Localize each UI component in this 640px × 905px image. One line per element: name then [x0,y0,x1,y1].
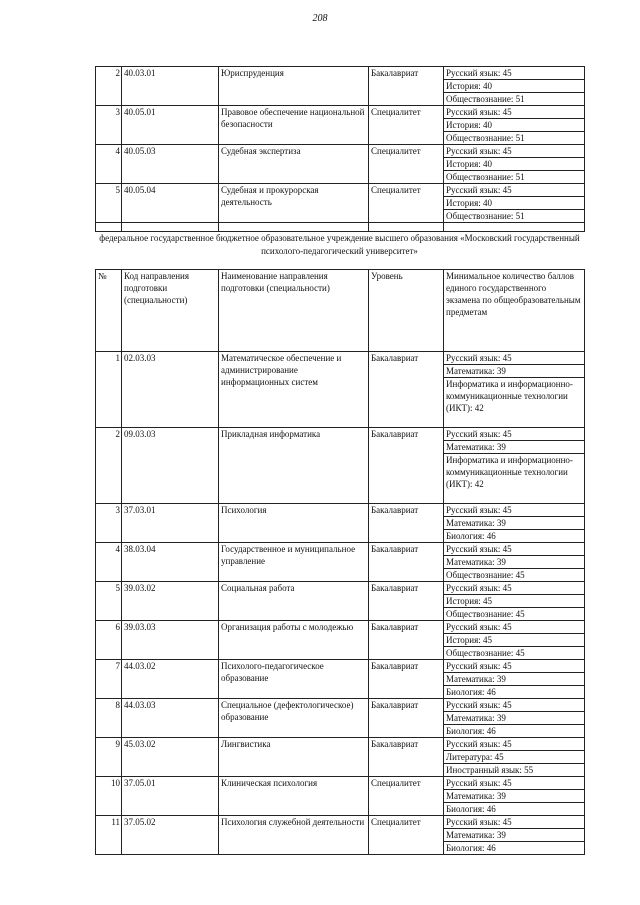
row-score: Русский язык: 45 [444,621,585,634]
row-code: 37.05.01 [122,777,219,816]
row-number: 3 [96,106,122,145]
row-level: Бакалавриат [369,428,444,504]
header-name: Наименование направления подготовки (специальности) [219,270,369,352]
row-number: 4 [96,543,122,582]
row-number: 5 [96,184,122,223]
row-number: 2 [96,428,122,504]
table-row [96,660,585,673]
row-score: Информатика и информационно-коммуникационные технологии (ИКТ): 42 [444,378,585,428]
row-code: 39.03.02 [122,582,219,621]
row-code: 40.03.01 [122,67,219,106]
header-num: № [96,270,122,352]
row-score: Обществознание: 45 [444,569,585,582]
table-row [96,428,585,441]
row-number: 5 [96,582,122,621]
row-score: Информатика и информационно-коммуникационные технологии (ИКТ): 42 [444,454,585,504]
row-score: Обществознание: 51 [444,132,585,145]
row-name: Прикладная информатика [219,428,369,504]
row-score: Русский язык: 45 [444,543,585,556]
row-name: Психолого-педагогическое образование [219,660,369,699]
row-score: Обществознание: 45 [444,608,585,621]
row-score: Русский язык: 45 [444,504,585,517]
organization-title: федеральное государственное бюджетное образовательное учреждение высшего образования «Московский государственный психолого-педагогический университет» [99,233,580,256]
table-row [96,777,585,790]
row-level: Специалитет [369,777,444,816]
table-row [96,504,585,517]
row-name: Судебная экспертиза [219,145,369,184]
table-row [96,582,585,595]
row-score: История: 40 [444,197,585,210]
row-number: 3 [96,504,122,543]
row-level: Бакалавриат [369,699,444,738]
row-score: Русский язык: 45 [444,699,585,712]
row-level: Специалитет [369,816,444,855]
row-score: Русский язык: 45 [444,352,585,365]
table-row [96,106,585,119]
row-score: Обществознание: 51 [444,210,585,223]
row-code: 44.03.02 [122,660,219,699]
spacer-row [96,223,585,232]
table-row [96,621,585,634]
row-level: Бакалавриат [369,582,444,621]
row-name: Клиническая психология [219,777,369,816]
row-code: 38.03.04 [122,543,219,582]
table-row [96,145,585,158]
row-score: Математика: 39 [444,673,585,686]
row-score: Математика: 39 [444,712,585,725]
row-level: Бакалавриат [369,504,444,543]
row-level: Бакалавриат [369,621,444,660]
row-code: 44.03.03 [122,699,219,738]
header-code: Код направления подготовки (специальности) [122,270,219,352]
row-number: 1 [96,352,122,428]
row-score: Биология: 46 [444,530,585,543]
row-name: Организация работы с молодежью [219,621,369,660]
row-code: 37.03.01 [122,504,219,543]
row-level: Специалитет [369,145,444,184]
admission-table-continued [95,66,585,232]
row-level: Специалитет [369,184,444,223]
row-level: Бакалавриат [369,660,444,699]
row-score: История: 45 [444,634,585,647]
table-row [96,352,585,365]
row-score: Обществознание: 51 [444,93,585,106]
row-score: Русский язык: 45 [444,738,585,751]
row-level: Бакалавриат [369,738,444,777]
row-score: Русский язык: 45 [444,145,585,158]
row-score: История: 45 [444,595,585,608]
row-level: Бакалавриат [369,352,444,428]
header-min-score: Минимальное количество баллов единого государственного экзамена по общеобразовательным предметам [444,270,585,352]
row-score: Математика: 39 [444,829,585,842]
row-score: История: 40 [444,80,585,93]
row-score: Биология: 46 [444,842,585,855]
table-row [96,543,585,556]
row-score: Русский язык: 45 [444,777,585,790]
row-name: Психология [219,504,369,543]
row-score: Русский язык: 45 [444,106,585,119]
row-code: 37.05.02 [122,816,219,855]
row-score: Русский язык: 45 [444,660,585,673]
row-score: Русский язык: 45 [444,67,585,80]
row-score: Русский язык: 45 [444,582,585,595]
row-number: 8 [96,699,122,738]
table-row [96,738,585,751]
row-level: Бакалавриат [369,67,444,106]
row-score: Русский язык: 45 [444,184,585,197]
row-score: Обществознание: 51 [444,171,585,184]
row-number: 4 [96,145,122,184]
row-name: Психология служебной деятельности [219,816,369,855]
row-score: История: 40 [444,119,585,132]
row-code: 40.05.01 [122,106,219,145]
row-score: Биология: 46 [444,725,585,738]
row-name: Лингвистика [219,738,369,777]
row-code: 02.03.03 [122,352,219,428]
row-name: Государственное и муниципальное управление [219,543,369,582]
table-row [96,816,585,829]
row-name: Социальная работа [219,582,369,621]
row-score: Математика: 39 [444,365,585,378]
row-score: История: 40 [444,158,585,171]
table-row [96,67,585,80]
row-score: Русский язык: 45 [444,816,585,829]
table-row [96,699,585,712]
row-score: Математика: 39 [444,441,585,454]
row-number: 9 [96,738,122,777]
row-score: Математика: 39 [444,556,585,569]
row-number: 2 [96,67,122,106]
row-code: 09.03.03 [122,428,219,504]
row-number: 7 [96,660,122,699]
row-number: 6 [96,621,122,660]
page-number: 208 [312,13,328,24]
row-score: Биология: 46 [444,686,585,699]
row-code: 45.03.02 [122,738,219,777]
row-name: Юриспруденция [219,67,369,106]
row-score: Математика: 39 [444,517,585,530]
header-level: Уровень [369,270,444,352]
row-score: Математика: 39 [444,790,585,803]
row-name: Математическое обеспечение и администрирование информационных систем [219,352,369,428]
row-name: Правовое обеспечение национальной безопасности [219,106,369,145]
row-name: Судебная и прокурорская деятельность [219,184,369,223]
admission-table [95,269,585,855]
table-header-row [96,270,585,352]
row-score: Обществознание: 45 [444,647,585,660]
row-code: 39.03.03 [122,621,219,660]
table-row [96,184,585,197]
row-score: Русский язык: 45 [444,428,585,441]
row-level: Бакалавриат [369,543,444,582]
row-name: Специальное (дефектологическое) образование [219,699,369,738]
row-score: Биология: 46 [444,803,585,816]
row-score: Литература: 45 [444,751,585,764]
row-level: Специалитет [369,106,444,145]
row-number: 10 [96,777,122,816]
row-code: 40.05.04 [122,184,219,223]
row-score: Иностранный язык: 55 [444,764,585,777]
row-number: 11 [96,816,122,855]
row-code: 40.05.03 [122,145,219,184]
